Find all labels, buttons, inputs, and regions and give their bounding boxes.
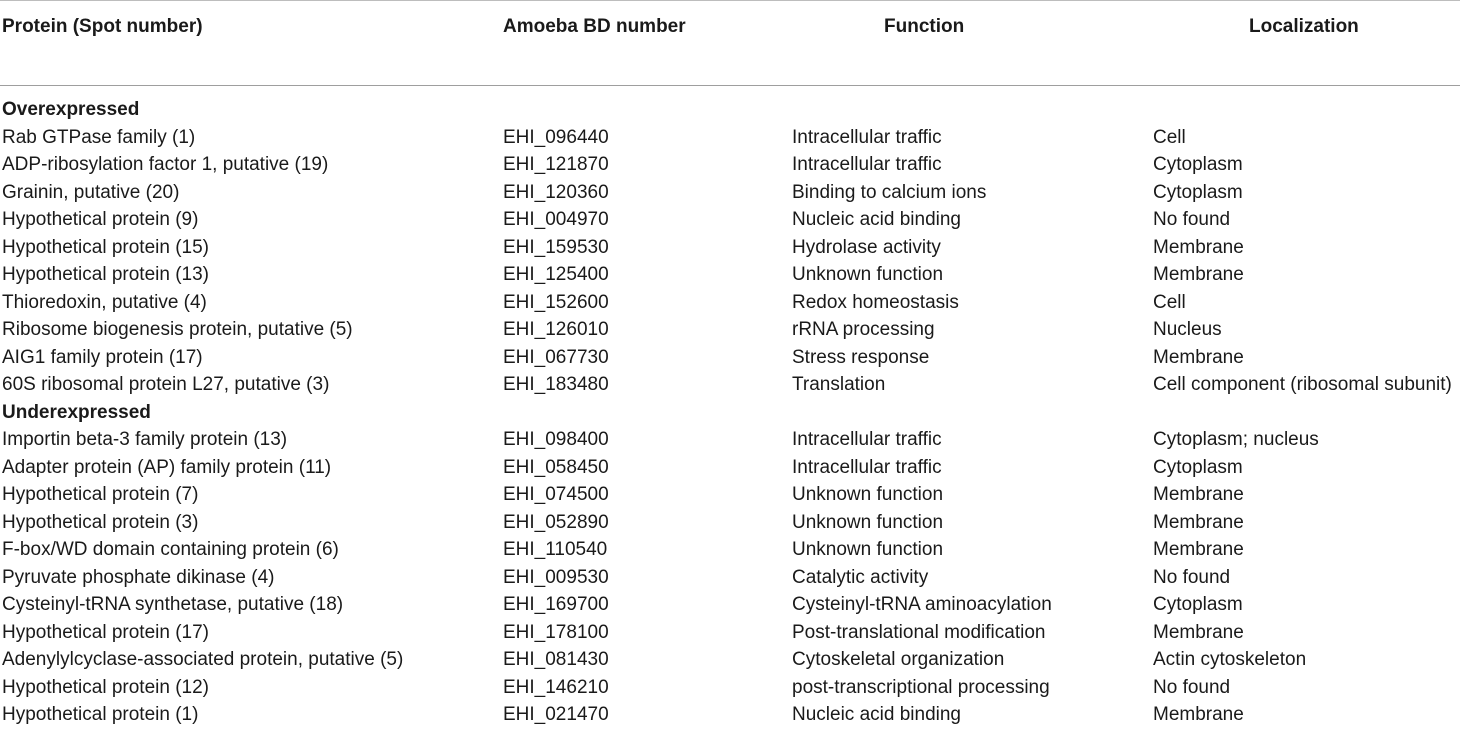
cell-protein: Adenylylcyclase-associated protein, putative (5) (2, 649, 404, 670)
cell-localization: Membrane (1153, 484, 1244, 505)
table-body (0, 96, 1460, 729)
cell-amoeba-bd-number: EHI_121870 (503, 154, 609, 175)
cell-localization: Membrane (1153, 346, 1244, 368)
table-row (0, 536, 1460, 564)
cell-amoeba-bd-number: EHI_183480 (503, 374, 609, 395)
cell-amoeba-bd-number: EHI_067730 (503, 346, 609, 368)
cell-amoeba-bd-number: EHI_098400 (503, 429, 609, 450)
cell-protein: Ribosome biogenesis protein, putative (5) (2, 319, 353, 340)
table-row (0, 151, 1460, 179)
cell-amoeba-bd-number: EHI_081430 (503, 649, 609, 670)
cell-function: Unknown function (792, 539, 944, 560)
cell-protein: Hypothetical protein (17) (2, 621, 209, 643)
header-amoeba-bd-number: Amoeba BD number (503, 16, 686, 37)
header-rule (0, 85, 1460, 86)
cell-function: Stress response (792, 346, 930, 368)
table-row (0, 371, 1460, 399)
table-row (0, 261, 1460, 289)
cell-localization: Membrane (1153, 621, 1244, 643)
section-title: Overexpressed (2, 99, 140, 120)
cell-function: Cysteinyl-tRNA aminoacylation (792, 594, 1052, 615)
cell-function: Nucleic acid binding (792, 704, 961, 725)
table-row (0, 564, 1460, 592)
cell-function: Redox homeostasis (792, 291, 959, 313)
table-row (0, 509, 1460, 537)
table-row (0, 316, 1460, 344)
table-row (0, 674, 1460, 702)
cell-localization: Membrane (1153, 264, 1244, 285)
table-row (0, 646, 1460, 674)
cell-localization: Membrane (1153, 511, 1244, 533)
section-heading (0, 399, 1460, 427)
cell-function: Unknown function (792, 264, 944, 285)
cell-function: Intracellular traffic (792, 154, 942, 175)
cell-function: post-transcriptional processing (792, 676, 1050, 698)
cell-function: Translation (792, 374, 886, 395)
table-row (0, 454, 1460, 482)
cell-protein: 60S ribosomal protein L27, putative (3) (2, 374, 330, 395)
cell-protein: Hypothetical protein (9) (2, 209, 199, 230)
cell-localization: Cell (1153, 126, 1186, 148)
cell-protein: Cysteinyl-tRNA synthetase, putative (18) (2, 594, 344, 615)
cell-localization: Cytoplasm; nucleus (1153, 429, 1319, 450)
cell-localization: Cytoplasm (1153, 154, 1243, 175)
cell-amoeba-bd-number: EHI_126010 (503, 319, 609, 340)
cell-protein: F-box/WD domain containing protein (6) (2, 539, 339, 560)
cell-localization: No found (1153, 209, 1231, 230)
cell-localization: Cytoplasm (1153, 456, 1243, 478)
cell-localization: Cytoplasm (1153, 181, 1243, 203)
cell-function: Post-translational modification (792, 621, 1046, 643)
cell-protein: Importin beta-3 family protein (13) (2, 429, 288, 450)
table-header (0, 16, 1460, 40)
cell-amoeba-bd-number: EHI_009530 (503, 566, 609, 588)
table-row (0, 701, 1460, 729)
cell-protein: Pyruvate phosphate dikinase (4) (2, 566, 275, 588)
cell-amoeba-bd-number: EHI_004970 (503, 209, 609, 230)
cell-amoeba-bd-number: EHI_146210 (503, 676, 609, 698)
cell-protein: Hypothetical protein (3) (2, 511, 199, 533)
cell-localization: Cell (1153, 291, 1186, 313)
table-row (0, 289, 1460, 317)
cell-protein: ADP-ribosylation factor 1, putative (19) (2, 154, 329, 175)
cell-amoeba-bd-number: EHI_096440 (503, 126, 609, 148)
cell-protein: Hypothetical protein (13) (2, 264, 209, 285)
section-title: Underexpressed (2, 401, 151, 423)
table-row (0, 619, 1460, 647)
cell-localization: Membrane (1153, 236, 1244, 258)
table-row (0, 234, 1460, 262)
table-row (0, 426, 1460, 454)
cell-protein: Hypothetical protein (15) (2, 236, 209, 258)
table-row (0, 344, 1460, 372)
cell-localization: Membrane (1153, 704, 1244, 725)
cell-localization: Cytoplasm (1153, 594, 1243, 615)
cell-function: Nucleic acid binding (792, 209, 961, 230)
cell-protein: Hypothetical protein (7) (2, 484, 199, 505)
cell-amoeba-bd-number: EHI_152600 (503, 291, 609, 313)
table-row (0, 206, 1460, 234)
cell-function: Binding to calcium ions (792, 181, 987, 203)
section-heading (0, 96, 1460, 124)
cell-function: Intracellular traffic (792, 429, 942, 450)
cell-localization: Nucleus (1153, 319, 1222, 340)
cell-protein: Hypothetical protein (12) (2, 676, 209, 698)
cell-function: Cytoskeletal organization (792, 649, 1005, 670)
cell-protein: Rab GTPase family (1) (2, 126, 196, 148)
cell-protein: Grainin, putative (20) (2, 181, 180, 203)
cell-function: Unknown function (792, 484, 944, 505)
cell-amoeba-bd-number: EHI_110540 (503, 539, 608, 560)
cell-localization: Cell component (ribosomal subunit) (1153, 374, 1452, 395)
table-row (0, 179, 1460, 207)
cell-amoeba-bd-number: EHI_120360 (503, 181, 609, 203)
cell-localization: No found (1153, 676, 1231, 698)
cell-localization: No found (1153, 566, 1231, 588)
cell-amoeba-bd-number: EHI_125400 (503, 264, 609, 285)
cell-protein: AIG1 family protein (17) (2, 346, 203, 368)
table-row (0, 481, 1460, 509)
cell-function: Catalytic activity (792, 566, 929, 588)
cell-function: Intracellular traffic (792, 456, 942, 478)
cell-function: Unknown function (792, 511, 944, 533)
cell-function: rRNA processing (792, 319, 935, 340)
cell-function: Hydrolase activity (792, 236, 941, 258)
header-localization: Localization (1249, 16, 1359, 37)
cell-amoeba-bd-number: EHI_021470 (503, 704, 609, 725)
cell-amoeba-bd-number: EHI_058450 (503, 456, 609, 478)
cell-amoeba-bd-number: EHI_178100 (503, 621, 609, 643)
header-protein: Protein (Spot number) (2, 16, 203, 37)
cell-protein: Adapter protein (AP) family protein (11) (2, 456, 332, 478)
cell-function: Intracellular traffic (792, 126, 942, 148)
cell-localization: Actin cytoskeleton (1153, 649, 1307, 670)
cell-amoeba-bd-number: EHI_052890 (503, 511, 609, 533)
cell-amoeba-bd-number: EHI_074500 (503, 484, 609, 505)
cell-amoeba-bd-number: EHI_169700 (503, 594, 609, 615)
cell-protein: Hypothetical protein (1) (2, 704, 199, 725)
table-row (0, 591, 1460, 619)
header-function: Function (884, 16, 965, 37)
cell-protein: Thioredoxin, putative (4) (2, 291, 207, 313)
table-row (0, 124, 1460, 152)
cell-amoeba-bd-number: EHI_159530 (503, 236, 609, 258)
cell-localization: Membrane (1153, 539, 1244, 560)
top-rule (0, 0, 1460, 1)
